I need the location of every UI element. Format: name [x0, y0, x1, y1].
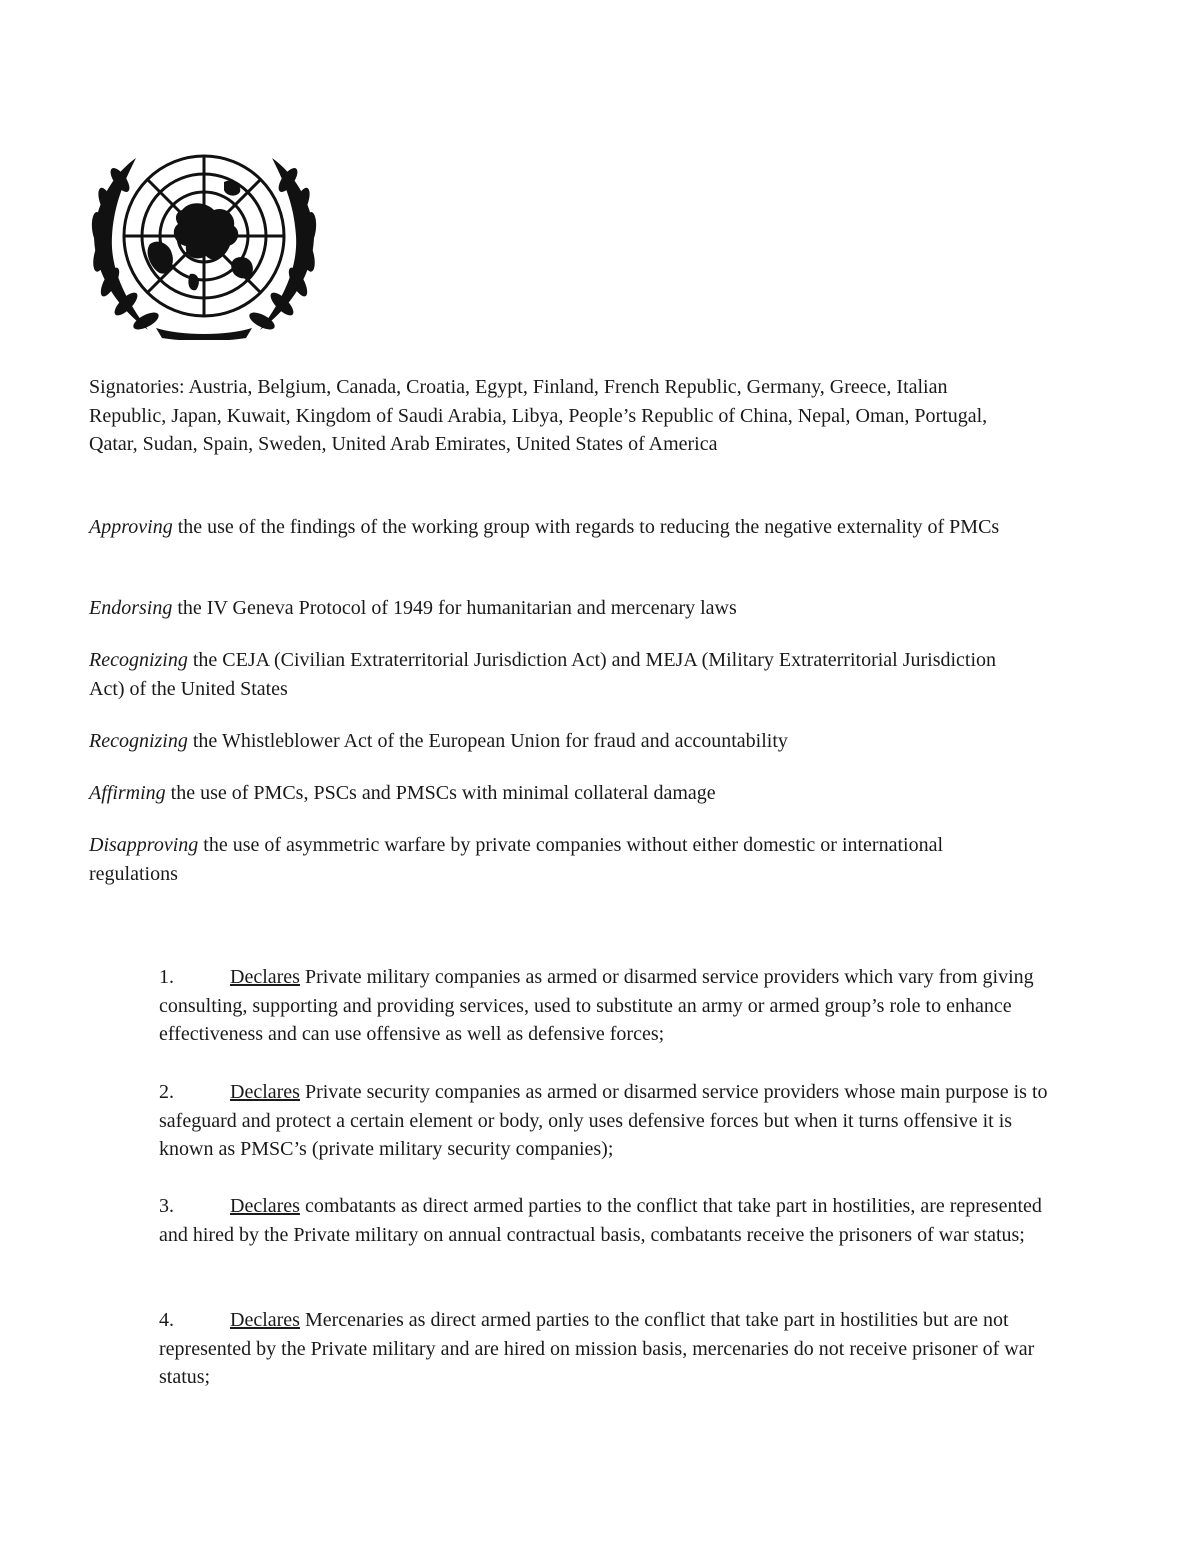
preambulatory-verb: Recognizing — [89, 649, 188, 671]
clause-number: 4. — [159, 1309, 174, 1331]
preambulatory-clause — [89, 594, 1029, 623]
operative-verb: Declares — [230, 1081, 300, 1103]
operative-verb: Declares — [230, 966, 300, 988]
operative-verb: Declares — [230, 1195, 300, 1217]
preambulatory-clause — [89, 646, 1029, 703]
preambulatory-text: the use of asymmetric warfare by private companies without either domestic or international regulations — [89, 834, 944, 885]
preambulatory-verb: Affirming — [89, 782, 166, 804]
preambulatory-clause — [89, 513, 1029, 542]
preambulatory-clause — [89, 727, 1029, 756]
preambulatory-text: the use of PMCs, PSCs and PMSCs with minimal collateral damage — [165, 782, 716, 804]
operative-text: Mercenaries as direct armed parties to the conflict that take part in hostilities but are not represented by the Private military and are hired on mission basis, mercenaries do not receive prisoner of war status; — [159, 1309, 1035, 1388]
preambulatory-verb: Endorsing — [89, 597, 173, 619]
preambulatory-text: the Whistleblower Act of the European Union for fraud and accountability — [187, 730, 788, 752]
preambulatory-verb: Approving — [89, 516, 173, 538]
preambulatory-text: the CEJA (Civilian Extraterritorial Jurisdiction Act) and MEJA (Military Extraterritorial Jurisdiction Act) of the United States — [89, 649, 997, 700]
clause-number: 3. — [159, 1195, 174, 1217]
preambulatory-verb: Recognizing — [89, 730, 188, 752]
preambulatory-text: the IV Geneva Protocol of 1949 for humanitarian and mercenary laws — [172, 597, 737, 619]
preambulatory-text: the use of the findings of the working group with regards to reducing the negative externality of PMCs — [172, 516, 1000, 538]
clause-number: 2. — [159, 1081, 174, 1103]
operative-clause — [159, 1192, 1049, 1249]
preambulatory-verb: Disapproving — [89, 834, 199, 856]
operative-clause — [159, 1078, 1049, 1164]
operative-text: Private security companies as armed or disarmed service providers whose main purpose is to safeguard and protect a certain element or body, only uses defensive forces but when it turns offensive it is known as PMSC’s (private military security companies); — [159, 1081, 1048, 1160]
un-emblem-icon — [86, 140, 322, 340]
preambulatory-clause — [89, 779, 1029, 808]
operative-text: combatants as direct armed parties to the conflict that take part in hostilities, are represented and hired by the Private military on annual contractual basis, combatants receive the prisoners of war status; — [159, 1195, 1042, 1246]
operative-clause — [159, 1306, 1049, 1392]
operative-verb: Declares — [230, 1309, 300, 1331]
signatories-list: Signatories: Austria, Belgium, Canada, Croatia, Egypt, Finland, French Republic, Germany, Greece, Italian Republic, Japan, Kuwait, Kingdom of Saudi Arabia, Libya, People’s Republic of China, Nepal, Oman, Portugal, Qatar, Sudan, Spain, Sweden, United Arab Emirates, United States of America — [89, 376, 988, 455]
preambulatory-clause — [89, 831, 1029, 888]
clause-number: 1. — [159, 966, 174, 988]
operative-clause — [159, 963, 1049, 1049]
operative-text: Private military companies as armed or disarmed service providers which vary from giving consulting, supporting and providing services, used to substitute an army or armed group’s role to enhance effectiveness and can use offensive as well as defensive forces; — [159, 966, 1034, 1045]
